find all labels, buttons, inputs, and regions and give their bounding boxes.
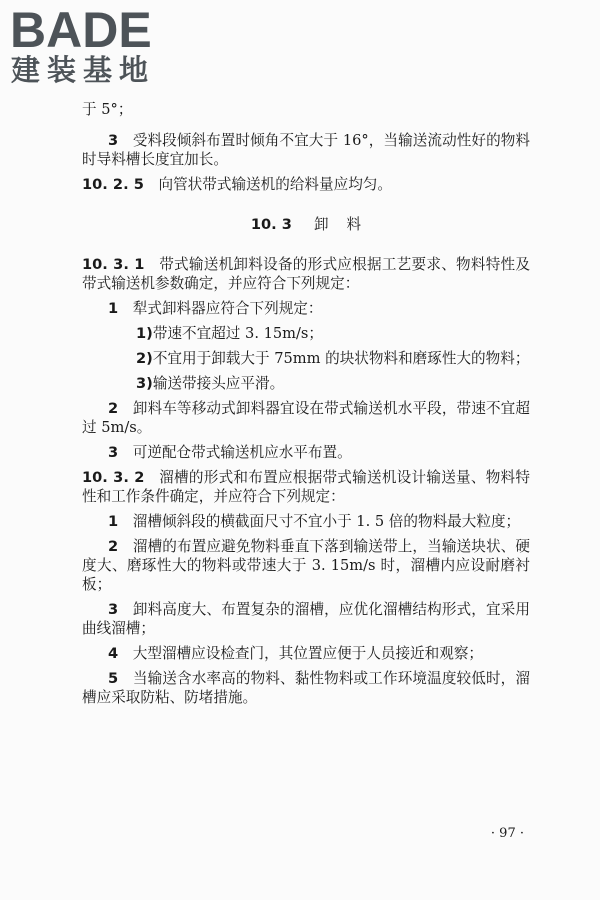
logo-brand: BADE (10, 2, 152, 58)
clause-10-3-1: 10. 3. 1 带式输送机卸料设备的形式应根据工艺要求、物料特性及带式输送机参数确定，并应符合下列规定： (82, 256, 530, 292)
clause-10-2-5: 10. 2. 5 向管状带式输送机的给料量应均匀。 (82, 176, 392, 193)
clause-10-3-2-item-2: 2 溜槽的布置应避免物料垂直下落到输送带上，当输送块状、硬度大、磨琢性大的物料或带速大于 3. 15m/s 时，溜槽内应设耐磨衬板； (82, 538, 530, 593)
clause-10-3-2-item-5: 5 当输送含水率高的物料、黏性物料或工作环境温度较低时，溜槽应采取防粘、防堵措施。 (82, 670, 530, 706)
subitem-1: 1)带速不宜超过 3. 15m/s； (136, 325, 324, 342)
bade-logo (8, 0, 178, 90)
document-body (82, 100, 530, 706)
subitem-2: 2)不宜用于卸载大于 75mm 的块状物料和磨琢性大的物料； (136, 350, 530, 367)
subitem-3: 3)输送带接头应平滑。 (136, 375, 285, 392)
page-number: · 97 · (490, 826, 524, 841)
clause-10-3-1-item-1: 1 犁式卸料器应符合下列规定： (108, 300, 323, 317)
item-3-guide-trough: 3 受料段倾斜布置时倾角不宜大于 16°，当输送流动性好的物料时导料槽长度宜加长。 (82, 132, 530, 168)
section-heading-10-3: 10. 3 卸 料 (250, 216, 362, 233)
clause-10-3-1-item-3: 3 可逆配仓带式输送机应水平布置。 (108, 444, 352, 461)
clause-10-3-1-item-2: 2 卸料车等移动式卸料器宜设在带式输送机水平段，带速不宜超过 5m/s。 (82, 400, 530, 436)
clause-10-3-2-item-4: 4 大型溜槽应设检查门，其位置应便于人员接近和观察； (108, 645, 484, 662)
clause-10-3-2-item-3: 3 卸料高度大、布置复杂的溜槽，应优化溜槽结构形式，宜采用曲线溜槽； (82, 601, 530, 637)
paragraph-continuation: 于 5°； (82, 101, 133, 118)
clause-10-3-2-item-1: 1 溜槽倾斜段的横截面尺寸不宜小于 1. 5 倍的物料最大粒度； (108, 513, 521, 530)
clause-10-3-2: 10. 3. 2 溜槽的形式和布置应根据带式输送机设计输送量、物料特性和工作条件确定，并应符合下列规定： (82, 469, 530, 505)
logo-subtitle: 建装基地 (11, 53, 156, 87)
